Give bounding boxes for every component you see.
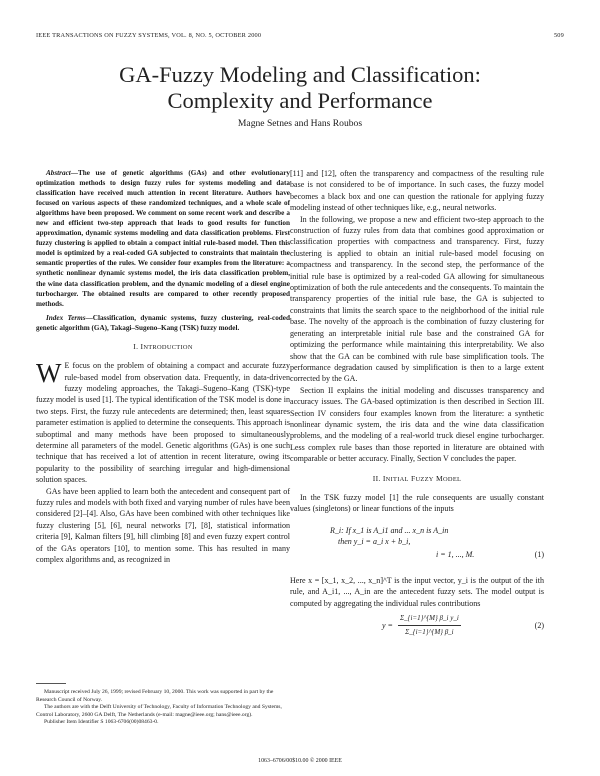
right-paragraph-1: [11] and [12], often the transparency and compactness of the resulting rule base is not considered to be of importance. In such cases, the fuzzy model becomes a black box and one can question the rationale for applying fuzzy modeling instead of other techniques like, e.g., neural networks.	[290, 169, 544, 213]
footnotes	[36, 689, 290, 727]
intro-paragraph-1: W E focus on the problem of obtaining a compact and accurate fuzzy rule-based model from observation data. Frequently, in data-driven fuzzy modeling approaches, the Takagi–Sugeno–Kang (TSK)-type fuzzy model is used [1]. The typical identification of the TSK model is done in two steps. First, the fuzzy rule antecedents are determined; then, least squares parameter estimation is applied to determine the consequents. This approach is suboptimal and many methods have been proposed to simultaneously determine all parameters of the model. Genetic algorithms (GAs) is one such technique that has received a lot of attention in recent literature, owing its popularity to the possibility of searching irregular and high-dimensional solution spaces.	[36, 358, 290, 485]
index-terms-label: Index Terms—	[46, 313, 93, 322]
left-column	[36, 168, 290, 565]
footnote-1: Manuscript received July 26, 1999; revised February 10, 2000. This work was supported in part by the Research Council of Norway.	[36, 689, 274, 703]
model-paragraph-2: Here x = [x_1, x_2, ..., x_n]^T is the input vector, y_i is the output of the ith rule, and A_i1, ..., A_in are the antecedent fuzzy sets. The model output is computed by aggregating the individual rules contributions	[290, 575, 544, 608]
abstract-label: Abstract—	[46, 169, 78, 177]
equation-2-fraction	[398, 613, 461, 639]
equation-2-denominator: Σ_{i=1}^{M} β_i	[405, 628, 454, 637]
equation-1-line-2: then y_i = a_i x + b_i,	[338, 536, 411, 546]
drop-cap: W	[36, 358, 62, 389]
abstract-text: The use of genetic algorithms (GAs) and other evolutionary optimization methods to design fuzzy rules for systems modeling and data classification have received much attention in recent literature. Authors have focused on various aspects of these randomized techniques, and a whole scale of algorithms have been proposed. We comment on some recent work and describe a new and efficient two-step approach that leads to good results for function approximation, dynamic systems modeling and data classification problems. First fuzzy clustering is applied to obtain a compact initial rule-based model. Then this model is optimized by a real-coded GA subjected to constraints that maintain the semantic properties of the rules. We consider four examples from the literature: a synthetic nonlinear dynamic systems model, the iris data classification problem, the wine data classification problem, and the dynamic modeling of a diesel engine turbocharger. The obtained results are compared to other recently proposed methods.	[36, 169, 290, 308]
copyright-footer: 1063–6706/00$10.00 © 2000 IEEE	[258, 758, 342, 764]
index-terms-text: Classification, dynamic systems, fuzzy clustering, real-coded genetic algorithm (GA), Takagi–Sugeno–Kang (TSK) fuzzy model.	[36, 313, 290, 332]
section-heading-introduction: I. INTRODUCTION	[133, 341, 193, 351]
abstract	[36, 168, 290, 309]
footnote-2: The authors are with the Delft University of Technology, Faculty of Information Technology and Systems, Control Laboratory, 2600 GA Delft, The Netherlands (e-mail: magne@ieee.org; hans@ieee.org).	[36, 704, 282, 718]
equation-1-number: (1)	[534, 549, 544, 559]
equation-1-line-1: R_i: If x_1 is A_i1 and ... x_n is A_in	[330, 525, 449, 535]
equation-2-lhs: y =	[382, 621, 393, 630]
equation-1	[290, 522, 544, 568]
authors: Magne Setnes and Hans Roubos	[237, 118, 363, 129]
title-line-2: Complexity and Performance	[167, 88, 433, 113]
index-terms	[36, 313, 290, 333]
title-line-1: GA-Fuzzy Modeling and Classification:	[119, 62, 481, 87]
page-number: 509	[553, 32, 564, 39]
right-paragraph-2: In the following, we propose a new and efficient two-step approach to the construction of fuzzy rules from data that combines good approximation or classification properties with compactness and transparency. First, fuzzy clustering is applied to obtain an initial rule-based model focusing on compactness and transparency. In the second step, the performance of the initial rule base is optimized by a real-coded GA allowing for simultaneous optimization of both the rule antecedents and the consequents. To maintain the transparency properties of the initial rule base, the GA is subjected to constraints that limits the search space to the neighborhood of the initial rule base. The novelty of the approach is the combination of fuzzy clustering for generating an interpretable initial rule base and the constrained GA for optimizing the performance while maintaining this interpretability. We also show that the GA can be combined with rule base simplification tools. The performance degradation caused by simplification is then to a large extent corrected by the GA.	[290, 214, 544, 384]
running-header: IEEE TRANSACTIONS ON FUZZY SYSTEMS, VOL. 8, NO. 5, OCTOBER 2000	[36, 32, 262, 39]
footnote-3: Publisher Item Identifier S 1063-6706(00)08463-0.	[44, 719, 159, 726]
paper-title	[36, 62, 564, 114]
footnote-rule	[36, 683, 66, 684]
model-paragraph-1: In the TSK fuzzy model [1] the rule consequents are usually constant values (singletons) or linear functions of the inputs	[290, 492, 544, 514]
section-heading-initial-fuzzy-model: II. INITIAL FUZZY MODEL	[372, 473, 462, 483]
equation-2	[290, 613, 544, 643]
equation-2-number: (2)	[534, 621, 544, 630]
equation-2-numerator: Σ_{i=1}^{M} β_i y_i	[398, 613, 461, 626]
right-column	[290, 168, 544, 643]
intro-paragraph-2: GAs have been applied to learn both the antecedent and consequent part of fuzzy rules and models with both fixed and varying number of rules have been considered [2]–[4]. Also, GAs have been combined with other techniques like fuzzy clustering [5], [6], neural networks [7], [8], statistical information criteria [9], Kalman filters [9], hill climbing [8] and even fuzzy expert control of the GAs operators [10], to mention some. This has resulted in many complex algorithms and, as recognized in	[36, 486, 290, 565]
right-paragraph-3: Section II explains the initial modeling and discusses transparency and accuracy issues. The GA-based optimization is then described in Section III. Section IV considers four examples known from the literature: a synthetic nonlinear dynamic system, the iris data and the wine data classification problems, and the modeling of a real-world truck diesel engine turbocharger. Less complex rule bases than those reported in literature are obtained with comparable or better accuracy. Finally, Section V concludes the paper.	[290, 385, 544, 464]
equation-1-line-3: i = 1, ..., M.	[436, 549, 475, 559]
